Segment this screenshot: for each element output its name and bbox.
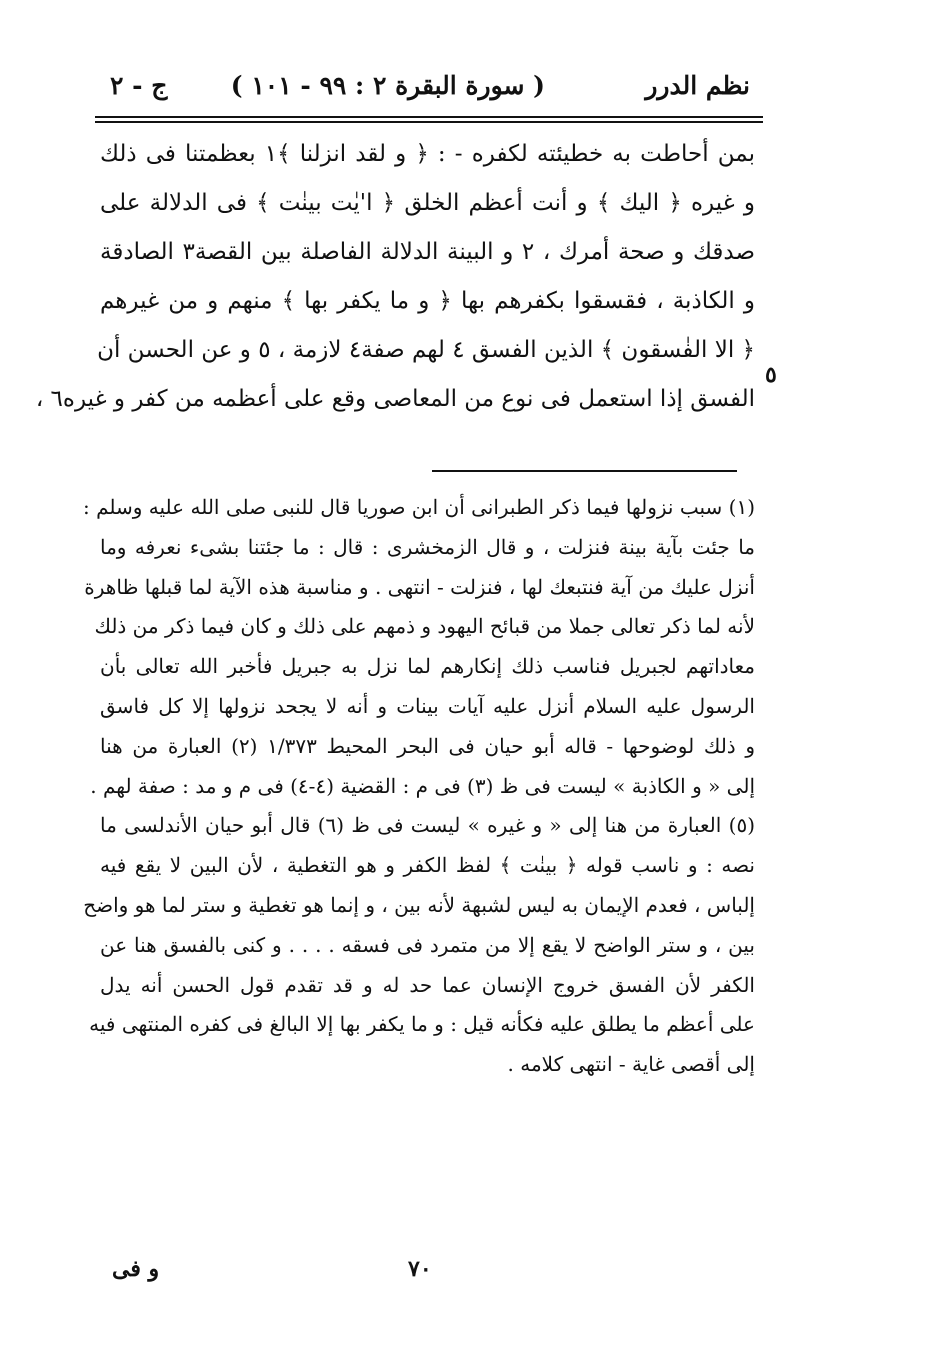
page-number: ٧٠ bbox=[408, 1256, 432, 1282]
footnote-line: معاداتهم لجبريل فناسب ذلك إنكارهم لما نزل به جبريل فأخبر الله تعالى بأن bbox=[100, 654, 755, 679]
catchword: و فى bbox=[112, 1256, 160, 1282]
footnote-line: الرسول عليه السلام أنزل عليه آيات بينات و أنه لا يجحد نزولها إلا كل فاسق bbox=[100, 693, 755, 718]
footnote-line: لأنه لما ذكر تعالى جملا من قبائح اليهود و ذمهم على ذلك و كان فيما ذكر من ذلك bbox=[94, 614, 755, 639]
main-text-line: بمن أحاطت به خطيئته لكفره - : ﴿ و لقد انزلنا ﴾١ بعظمتنا فى ذلك bbox=[100, 141, 755, 167]
footnote-line: بين ، و ستر الواضح لا يقع إلا من متمرد فى فسقه . . . . و كنى بالفسق هنا عن bbox=[100, 932, 755, 957]
footnote-line: و ذلك لوضوحها - قاله أبو حيان فى البحر المحيط ١/٣٧٣ (٢) العبارة من هنا bbox=[100, 733, 756, 758]
footnotes bbox=[83, 488, 756, 1085]
footnote-line: إلى « و الكاذبة » ليست فى ظ (٣) فى م : القضية (٤-٤) فى م و مد : صفة لهم . bbox=[90, 773, 755, 798]
main-text-line: و الكاذبة ، فقسقوا بكفرهم بها ﴿ و ما يكفر بها ﴾ منهم و من غيرهم bbox=[100, 288, 755, 314]
main-text-line: ﴿ الا الفٰسقون ﴾ الذين الفسق ٤ لهم صفة٤ لازمة ، ٥ و عن الحسن أن bbox=[97, 337, 755, 363]
surah-reference: ( سورة البقرة ٢ : ٩٩ - ١٠١ ) bbox=[230, 71, 545, 100]
footnote-separator bbox=[432, 470, 737, 472]
footnote-line: (٥) العبارة من هنا إلى « و غيره » ليست فى ظ (٦) قال أبو حيان الأندلسى ما bbox=[100, 813, 755, 838]
running-title: نظم الدرر bbox=[645, 71, 750, 100]
footnote-line: الكفر لأن الفسق خروج الإنسان عما حد له و قد تقدم قول الحسن أنه يدل bbox=[100, 972, 755, 997]
footnote-line: إلى أقصى غاية - انتهى كلامه . bbox=[507, 1052, 755, 1077]
footnote-line: على أعظم ما يطلق عليه فكأنه قيل : و ما يكفر بها إلا البالغ فى كفره المنتهى فيه bbox=[89, 1012, 755, 1037]
main-text-line: و غيره ﴿ اليك ﴾ و أنت أعظم الخلق ﴿ ا'يٰت بينٰت ﴾ فى الدلالة على bbox=[100, 190, 755, 216]
footnote-line: أنزل عليك من آية فنتبعك لها ، فنزلت - انتهى . و مناسبة هذه الآية لما قبلها ظاهرة bbox=[84, 574, 755, 599]
page-header bbox=[100, 66, 760, 112]
footnote-line: نصه : و ناسب قوله ﴿ بينٰت ﴾ لفظ الكفر و هو التغطية ، لأن البين لا يقع فيه bbox=[100, 853, 755, 878]
main-text-line: الفسق إذا استعمل فى نوع من المعاصى وقع على أعظمه من كفر و غيره٦ ، bbox=[35, 386, 755, 412]
footnote-line: ما جئت بآية بينة فنزلت ، و قال الزمخشرى : قال : ما جئتنا بشىء نعرفه وما bbox=[100, 534, 755, 559]
main-text bbox=[35, 130, 755, 424]
main-text-line: صدقك و صحة أمرك ، ٢ و البينة الدلالة الفاصلة بين القصة٣ الصادقة bbox=[100, 239, 755, 265]
line-number: ٥ bbox=[765, 362, 777, 388]
footnote-line: إلباس ، فعدم الإيمان به ليس لشبهة لأنه بين ، و إنما هو تغطية و ستر لما هو واضح bbox=[83, 892, 755, 917]
footnote-line: (١) سبب نزولها فيما ذكر الطبرانى أن ابن صوريا قال للنبى صلى الله عليه وسلم : bbox=[83, 495, 755, 519]
header-rule-bottom bbox=[95, 121, 763, 123]
volume-label: ج - ٢ bbox=[110, 71, 168, 100]
header-rule-top bbox=[95, 116, 763, 118]
